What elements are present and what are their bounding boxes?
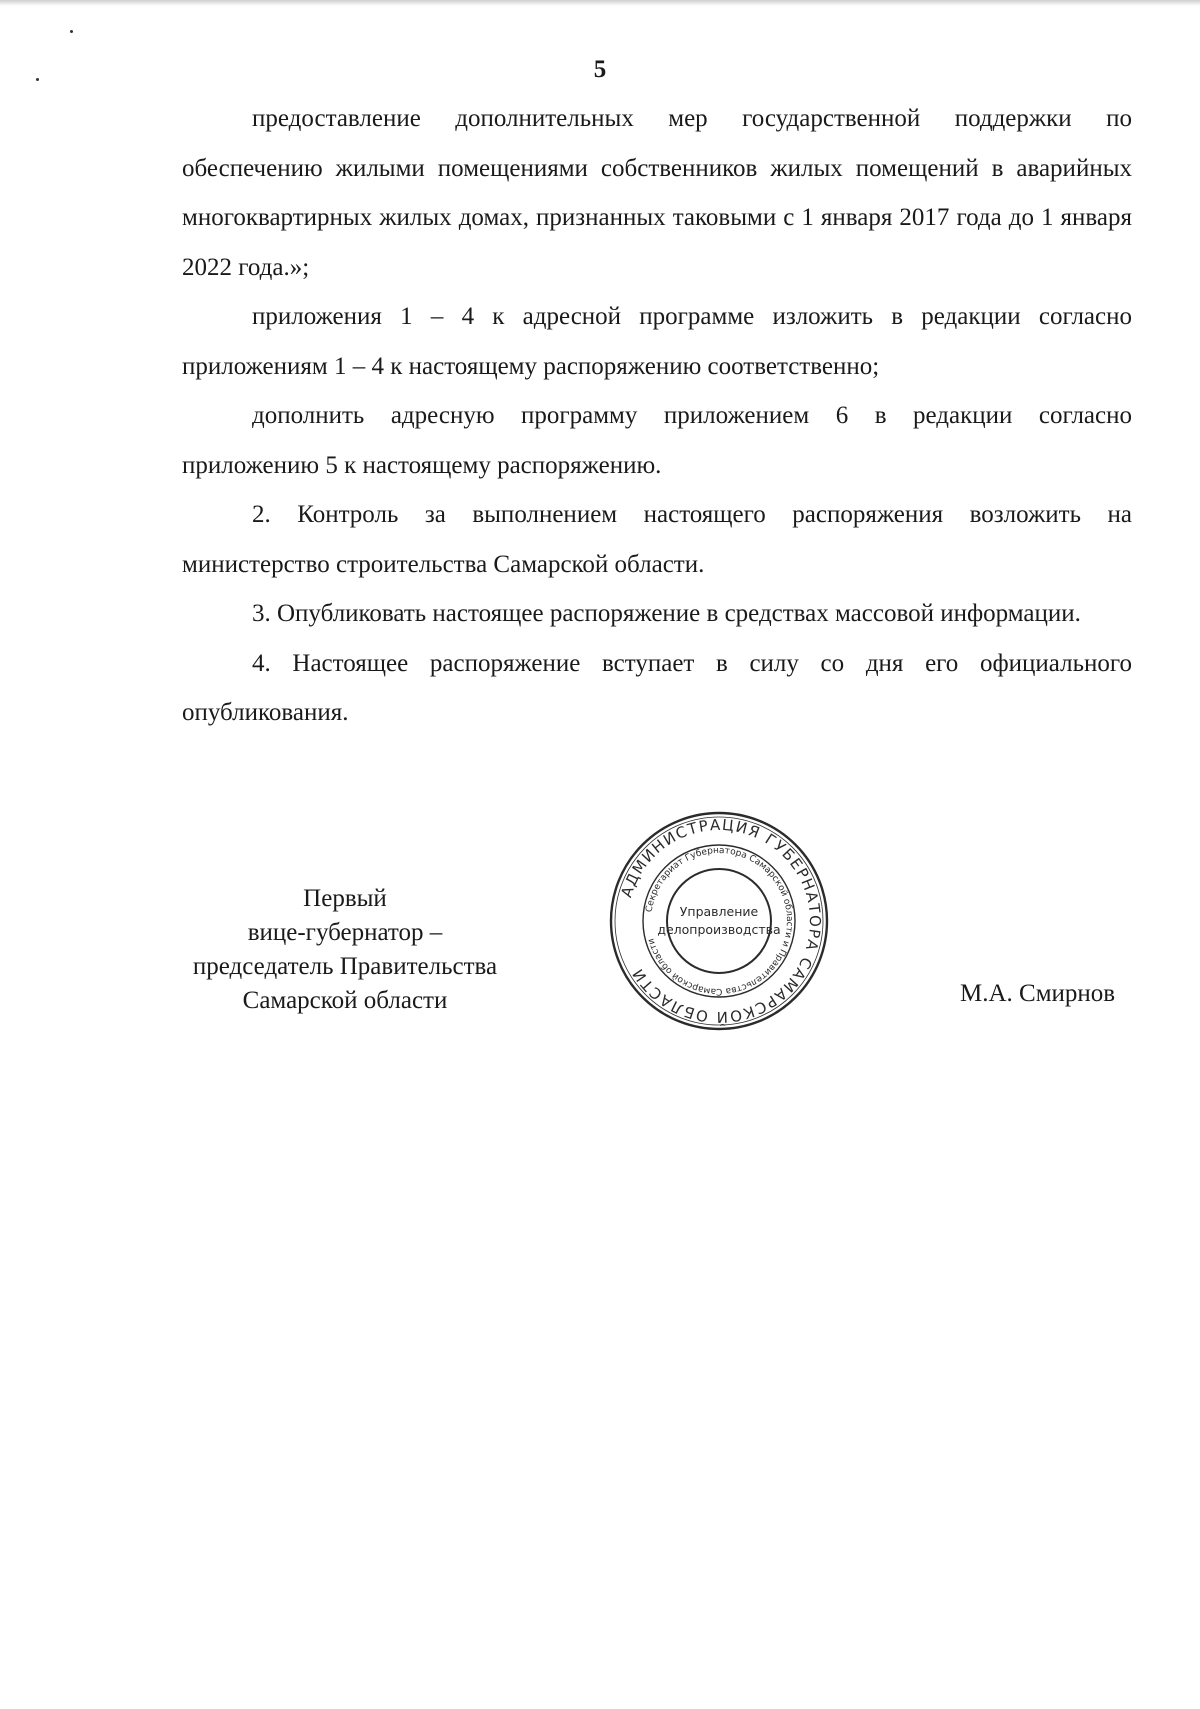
scan-speck bbox=[70, 30, 73, 33]
signatory-title-line: вице-губернатор – bbox=[247, 919, 443, 946]
paragraph-publish: 3. Опубликовать настоящее распоряжение в средствах массовой информации. bbox=[252, 600, 1081, 627]
signatory-title-line: Самарской области bbox=[242, 987, 448, 1014]
seal-center-line-2: делопроизводства bbox=[657, 922, 781, 937]
signatory-title-line: Первый bbox=[303, 885, 387, 912]
scan-edge bbox=[0, 0, 1200, 6]
document-body bbox=[182, 94, 1132, 738]
page-number: 5 bbox=[593, 56, 607, 83]
paragraph-control: 2. Контроль за выполнением настоящего распоряжения возложить на министерство строительства Самарской области. bbox=[182, 501, 1132, 578]
official-seal bbox=[608, 810, 830, 1032]
paragraph-effective-date: 4. Настоящее распоряжение вступает в силу со дня его официального опубликования. bbox=[182, 649, 1132, 726]
paragraph-support-measures: предоставление дополнительных мер государственной поддержки по обеспечению жилыми помещениями собственников жилых помещений в аварийных многоквартирных жилых домах, признанных таковыми с 1 января 2017 года до 1 января 2022 года.»; bbox=[182, 105, 1132, 281]
seal-inner-ring bbox=[667, 869, 771, 973]
seal-center-line-1: Управление bbox=[679, 904, 759, 919]
paragraph-supplement: дополнить адресную программу приложением 6 в редакции согласно приложению 5 к настоящему распоряжению. bbox=[182, 402, 1132, 479]
signatory-title-line: председатель Правительства bbox=[192, 953, 498, 980]
seal-inner-text: Секретариат Губернатора Самарской области и Правительства Самарской области bbox=[644, 845, 795, 997]
paragraph-appendices: приложения 1 – 4 к адресной программе изложить в редакции согласно приложениям 1 – 4 к настоящему распоряжению соответственно; bbox=[182, 303, 1132, 380]
signatory-name: М.А. Смирнов bbox=[960, 980, 1116, 1007]
seal-middle-ring bbox=[643, 845, 795, 997]
seal-outer-text: АДМИНИСТРАЦИЯ ГУБЕРНАТОРА САМАРСКОЙ ОБЛАСТИ bbox=[617, 815, 825, 1027]
signatory-title bbox=[160, 882, 530, 1018]
